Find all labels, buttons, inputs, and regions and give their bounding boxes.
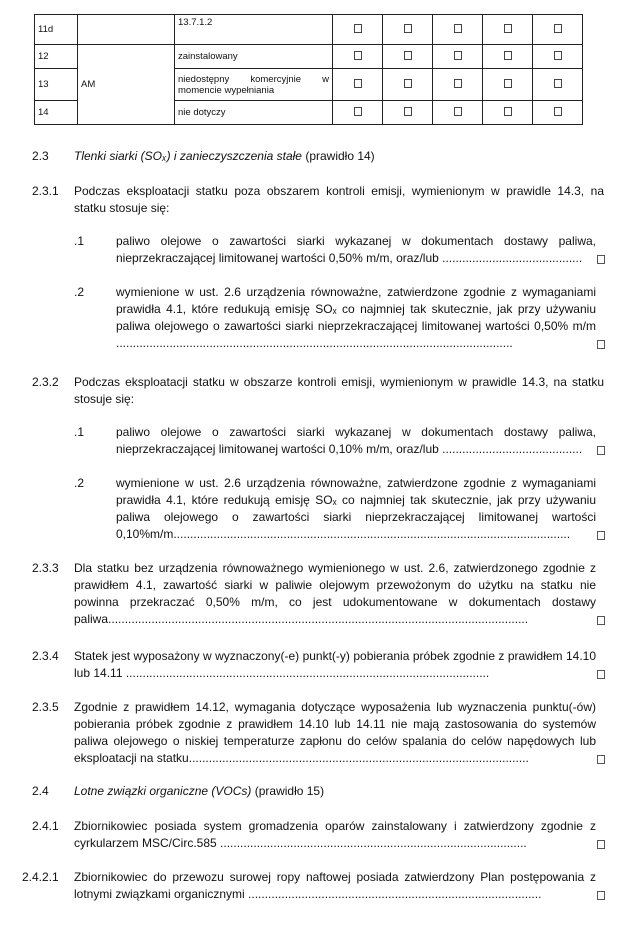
- paragraph: paliwo olejowe o zawartości siarki wykazanej w dokumentach dostawy paliwa, nieprzekraczającej limitowanej wartości 0,50% m/m, oraz/lub ..........................................: [116, 234, 596, 265]
- checkbox[interactable]: [597, 891, 605, 900]
- checkbox[interactable]: [454, 51, 462, 60]
- checkbox[interactable]: [454, 24, 462, 33]
- row-label: zainstalowany: [175, 45, 333, 69]
- section-number: 2.3.1: [32, 184, 59, 198]
- section-number: 2.3: [32, 149, 49, 163]
- paragraph: Podczas eksploatacji statku w obszarze kontroli emisji, wymienionym w prawidle 14.3, na statku stosuje się:: [74, 375, 604, 406]
- section-heading: [74, 783, 594, 800]
- checkbox[interactable]: [597, 755, 605, 764]
- checkbox[interactable]: [404, 51, 412, 60]
- paragraph: paliwo olejowe o zawartości siarki wykazanej w dokumentach dostawy paliwa, nieprzekraczającej limitowanej wartości 0,10% m/m, oraz/lub ..........................................: [116, 425, 596, 456]
- checkbox[interactable]: [404, 79, 412, 88]
- section-number: 2.3.5: [32, 700, 59, 714]
- row-label: niedostępny komercyjnie w momencie wypełniania: [175, 69, 333, 101]
- table-row: [35, 15, 583, 45]
- item-number: .2: [74, 476, 85, 490]
- section-number: 2.4.1: [32, 819, 59, 833]
- row-label: 13.7.1.2: [175, 15, 333, 45]
- row-number: 12: [35, 45, 78, 69]
- table-row: [35, 45, 583, 69]
- section-number: 2.4.2.1: [22, 870, 59, 884]
- row-group: AM: [78, 45, 175, 125]
- checkbox[interactable]: [597, 670, 605, 679]
- section-suffix: (prawidło 15): [251, 784, 325, 798]
- section-title: Lotne związki organiczne (VOCs): [74, 784, 252, 798]
- checkbox[interactable]: [504, 24, 512, 33]
- checkbox[interactable]: [504, 107, 512, 116]
- checkbox[interactable]: [354, 24, 362, 33]
- checkbox[interactable]: [504, 79, 512, 88]
- checkbox[interactable]: [504, 51, 512, 60]
- paragraph: wymienione w ust. 2.6 urządzenia równoważne, zatwierdzone zgodnie z wymaganiami prawidła 4.1, które redukują emisję SOₓ co najmniej tak skutecznie, jak przy używaniu paliwa olejowego o zawartości siarki nieprzekraczającej limitowanej wartości 0,10%m/m.......................................................................................................................: [116, 476, 596, 541]
- checkbox[interactable]: [597, 531, 605, 540]
- checkbox[interactable]: [554, 107, 562, 116]
- paragraph: Dla statku bez urządzenia równoważnego wymienionego w ust. 2.6, zatwierdzonego zgodnie z prawidłem 4.1, zawartość siarki w paliwie olejowym przewożonym do użytku na statku nie powinna przekraczać 0,50% m/m, co jest udokumentowane w dokumentach dostawy paliwa..............................................................................................................................: [74, 561, 596, 626]
- item-number: .1: [74, 425, 85, 439]
- row-number: 13: [35, 69, 78, 101]
- checkbox[interactable]: [354, 79, 362, 88]
- paragraph: Statek jest wyposażony w wyznaczony(-e) punkt(-y) pobierania próbek zgodnie z prawidłem 14.10 lub 14.11 .............................................................................................................: [74, 649, 596, 680]
- checkbox[interactable]: [597, 340, 605, 349]
- paragraph: Zbiornikowiec posiada system gromadzenia oparów zainstalowany i zatwierdzony zgodnie z cyrkularzem MSC/Circ.585 ............................................................................................: [74, 819, 596, 850]
- section-title: Tlenki siarki (SOₓ) i zanieczyszczenia stałe: [74, 149, 302, 163]
- equipment-table: [34, 14, 583, 125]
- row-label: nie dotyczy: [175, 101, 333, 125]
- paragraph: wymienione w ust. 2.6 urządzenia równoważne, zatwierdzone zgodnie z wymaganiami prawidła 4.1, które redukują emisję SOₓ co najmniej tak skutecznie, jak przy używaniu paliwa olejowego o zawartości siarki nieprzekraczającej limitowanej wartości 0,50% m/m .......................................................................................................................: [116, 285, 596, 350]
- checkbox[interactable]: [354, 107, 362, 116]
- section-suffix: (prawidło 14): [301, 149, 375, 163]
- checkbox[interactable]: [597, 446, 605, 455]
- checkbox[interactable]: [354, 51, 362, 60]
- section-number: 2.4: [32, 784, 49, 798]
- section-number: 2.3.2: [32, 375, 59, 389]
- checkbox[interactable]: [554, 51, 562, 60]
- checkbox[interactable]: [597, 616, 605, 625]
- row-number: 14: [35, 101, 78, 125]
- checkbox[interactable]: [554, 24, 562, 33]
- paragraph: Podczas eksploatacji statku poza obszarem kontroli emisji, wymienionym w prawidle 14.3, na statku stosuje się:: [74, 184, 604, 215]
- checkbox[interactable]: [454, 107, 462, 116]
- paragraph: Zgodnie z prawidłem 14.12, wymagania dotyczące wyposażenia lub wyznaczenia punktu(-ów) pobierania próbek zgodnie z prawidłem 14.10 lub 14.11 nie mają zastosowania do systemów paliwa olejowego o niskiej temperaturze zapłonu do celów spalania do celów napędowych lub eksploatacji na statku......................................................................................................: [74, 700, 596, 765]
- section-heading: [74, 148, 594, 165]
- row-number: 11d: [35, 15, 78, 45]
- checkbox[interactable]: [404, 24, 412, 33]
- checkbox[interactable]: [597, 840, 605, 849]
- item-number: .2: [74, 285, 85, 299]
- section-number: 2.3.4: [32, 649, 59, 663]
- checkbox[interactable]: [454, 79, 462, 88]
- paragraph: Zbiornikowiec do przewozu surowej ropy naftowej posiada zatwierdzony Plan postępowania z lotnymi związkami organicznymi ........................................................................................: [74, 870, 596, 901]
- checkbox[interactable]: [554, 79, 562, 88]
- item-number: .1: [74, 234, 85, 248]
- checkbox[interactable]: [404, 107, 412, 116]
- checkbox[interactable]: [597, 255, 605, 264]
- section-number: 2.3.3: [32, 561, 59, 575]
